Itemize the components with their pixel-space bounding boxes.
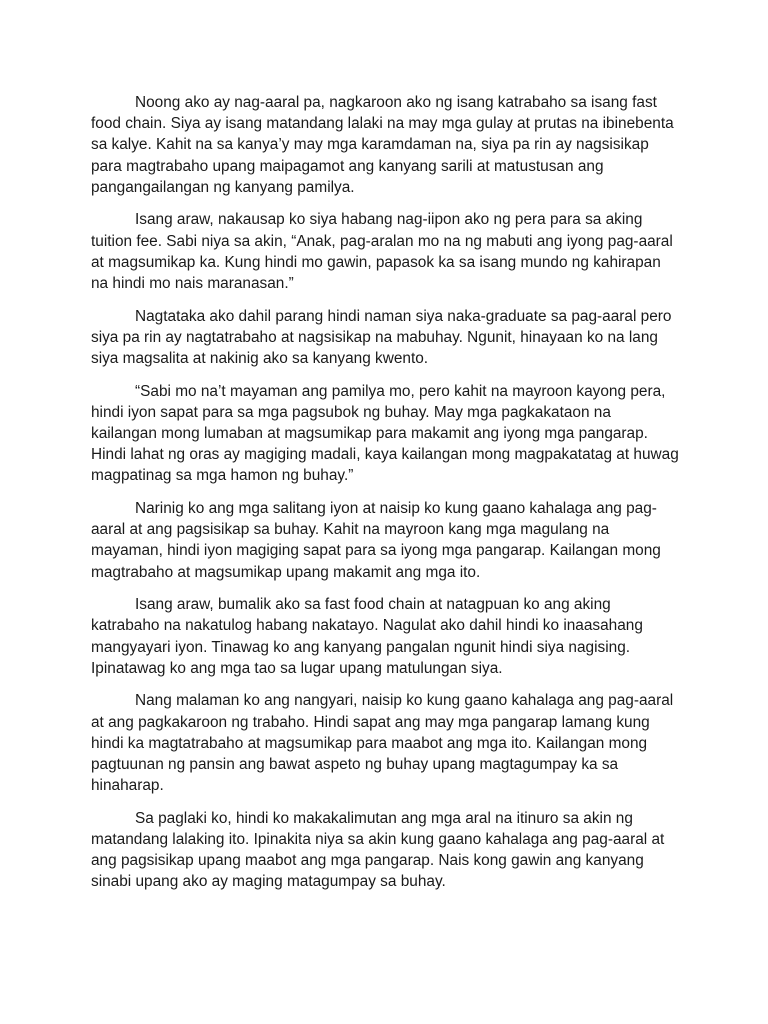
paragraph-7: Nang malaman ko ang nangyari, naisip ko kung gaano kahalaga ang pag-aaral at ang pagkakaroon ng trabaho. Hindi sapat ang may mga pangarap lamang kung hindi ka magtatrabaho at magsumikap para maabot ang mga ito. Kailangan mong pagtuunan ng pansin ang bawat aspeto ng buhay upang magtagumpay ka sa hinaharap. [91, 692, 674, 795]
paragraph-4: “Sabi mo na’t mayaman ang pamilya mo, pero kahit na mayroon kayong pera, hindi iyon sapat para sa mga pagsubok ng buhay. May mga pagkakataon na kailangan mong lumaban at magsumikap para makamit ang iyong mga pangarap. Hindi lahat ng oras ay magiging madali, kaya kailangan mong magpakatatag at huwag magpatinag sa mga hamon ng buhay.” [91, 382, 679, 485]
paragraph-2: Isang araw, nakausap ko siya habang nag-iipon ako ng pera para sa aking tuition fee. Sabi niya sa akin, “Anak, pag-aralan mo na ng mabuti ang iyong pag-aaral at magsumikap ka. Kung hindi mo gawin, papasok ka sa isang mundo ng kahirapan na hindi mo nais maranasan.” [91, 211, 673, 293]
paragraph-1: Noong ako ay nag-aaral pa, nagkaroon ako ng isang katrabaho sa isang fast food chain. Siya ay isang matandang lalaki na may mga gulay at prutas na ibinebenta sa kalye. Kahit na sa kanya’y may mga karamdaman na, siya pa rin ay nagsisikap para magtrabaho upang maipagamot ang kanyang sarili at matustusan ang pangangailangan ng kanyang pamilya. [91, 94, 674, 196]
paragraph-8: Sa paglaki ko, hindi ko makakalimutan ang mga aral na itinuro sa akin ng matandang lalaking ito. Ipinakita niya sa akin kung gaano kahalaga ang pag-aaral at ang pagsisikap upang maabot ang mga pangarap. Nais kong gawin ang kanyang sinabi upang ako ay maging matagumpay sa buhay. [91, 809, 665, 891]
paragraph-5: Narinig ko ang mga salitang iyon at naisip ko kung gaano kahalaga ang pag-aaral at ang pagsisikap sa buhay. Kahit na mayroon kang mga magulang na mayaman, hindi iyon magiging sapat para sa iyong mga pangarap. Kailangan mong magtrabaho at magsumikap upang makamit ang mga ito. [91, 500, 661, 581]
document-page [91, 92, 681, 904]
paragraph-6: Isang araw, bumalik ako sa fast food chain at natagpuan ko ang aking katrabaho na nakatulog habang nakatayo. Nagulat ako dahil hindi ko inaasahang mangyayari iyon. Tinawag ko ang kanyang pangalan ngunit hindi siya nagising. Ipinatawag ko ang mga tao sa lugar upang matulungan siya. [91, 596, 643, 677]
paragraph-3: Nagtataka ako dahil parang hindi naman siya naka-graduate sa pag-aaral pero siya pa rin ay nagtatrabaho at nagsisikap na mabuhay. Ngunit, hinayaan ko na lang siya magsalita at nakinig ako sa kanyang kwento. [91, 307, 672, 368]
